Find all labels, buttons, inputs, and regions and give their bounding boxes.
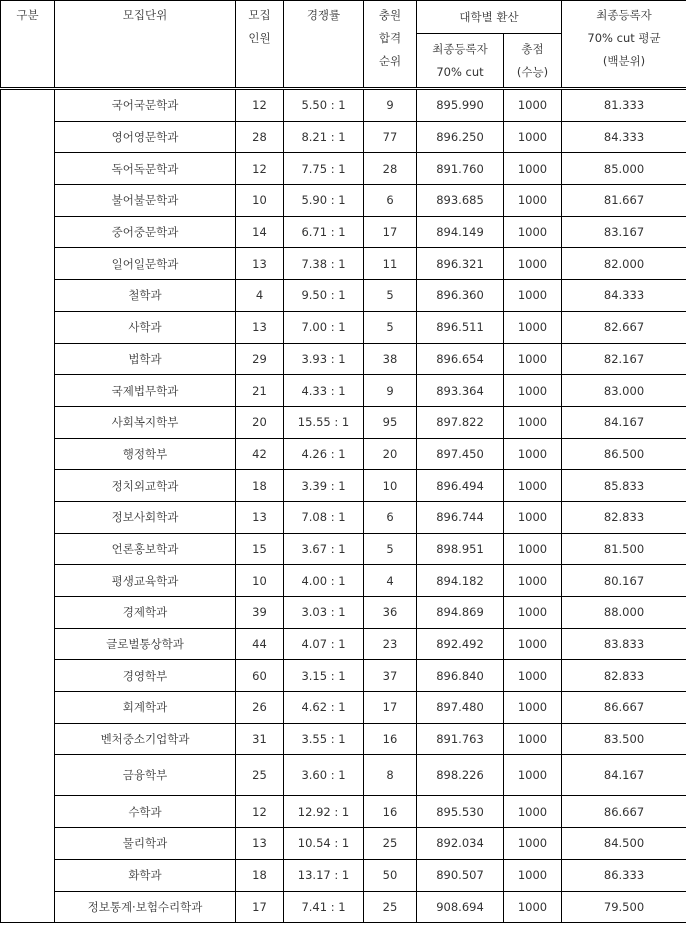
cell-cut: 898.951	[417, 533, 504, 565]
cell-total: 1000	[504, 280, 562, 312]
cell-cut: 894.182	[417, 565, 504, 597]
cell-unit: 철학과	[55, 280, 236, 312]
cell-unit: 독어독문학과	[55, 153, 236, 185]
table-row	[1, 796, 686, 828]
cell-total: 1000	[504, 185, 562, 217]
table-row	[1, 828, 686, 860]
cell-unit: 화학과	[55, 859, 236, 891]
cell-total: 1000	[504, 597, 562, 629]
cell-total: 1000	[504, 89, 562, 122]
cell-quota: 28	[236, 121, 284, 153]
header-final-avg: 최종등록자 70% cut 평균 (백분위)	[562, 1, 686, 89]
cell-cut: 892.492	[417, 628, 504, 660]
table-row	[1, 216, 686, 248]
cell-avg: 84.167	[562, 755, 686, 796]
cell-quota: 4	[236, 280, 284, 312]
cell-unit: 영어영문학과	[55, 121, 236, 153]
cell-quota: 42	[236, 438, 284, 470]
cell-quota: 29	[236, 343, 284, 375]
cell-rate: 4.00 : 1	[284, 565, 364, 597]
table-row	[1, 859, 686, 891]
table-row	[1, 185, 686, 217]
cell-quota: 39	[236, 597, 284, 629]
cell-rate: 4.33 : 1	[284, 375, 364, 407]
cell-cut: 896.511	[417, 311, 504, 343]
table-row	[1, 280, 686, 312]
cell-quota: 17	[236, 891, 284, 923]
cell-quota: 13	[236, 248, 284, 280]
cell-total: 1000	[504, 891, 562, 923]
cell-rank: 36	[364, 597, 417, 629]
table-row	[1, 660, 686, 692]
cell-avg: 86.667	[562, 796, 686, 828]
cell-unit: 법학과	[55, 343, 236, 375]
cell-rate: 7.08 : 1	[284, 501, 364, 533]
cell-rank: 25	[364, 828, 417, 860]
cell-rate: 3.93 : 1	[284, 343, 364, 375]
cell-unit: 국제법무학과	[55, 375, 236, 407]
cell-total: 1000	[504, 406, 562, 438]
cell-rank: 5	[364, 311, 417, 343]
cell-quota: 10	[236, 565, 284, 597]
cell-total: 1000	[504, 375, 562, 407]
cell-total: 1000	[504, 343, 562, 375]
header-conversion-total: 총점 (수능)	[504, 34, 562, 89]
cell-quota: 44	[236, 628, 284, 660]
table-row	[1, 692, 686, 724]
cell-total: 1000	[504, 723, 562, 755]
cell-rate: 5.90 : 1	[284, 185, 364, 217]
cell-rate: 7.38 : 1	[284, 248, 364, 280]
cell-avg: 83.000	[562, 375, 686, 407]
cell-total: 1000	[504, 828, 562, 860]
cell-avg: 83.167	[562, 216, 686, 248]
cell-rate: 3.03 : 1	[284, 597, 364, 629]
cell-rate: 3.67 : 1	[284, 533, 364, 565]
cell-avg: 82.833	[562, 660, 686, 692]
table-row	[1, 375, 686, 407]
cell-quota: 18	[236, 859, 284, 891]
cell-rate: 7.75 : 1	[284, 153, 364, 185]
table-row	[1, 438, 686, 470]
cell-rate: 8.21 : 1	[284, 121, 364, 153]
cell-avg: 80.167	[562, 565, 686, 597]
cell-avg: 82.167	[562, 343, 686, 375]
cell-unit: 글로벌통상학과	[55, 628, 236, 660]
cell-rate: 7.00 : 1	[284, 311, 364, 343]
cell-rank: 23	[364, 628, 417, 660]
cell-cut: 897.822	[417, 406, 504, 438]
cell-avg: 84.500	[562, 828, 686, 860]
cell-unit: 수학과	[55, 796, 236, 828]
cell-unit: 언론홍보학과	[55, 533, 236, 565]
table-row	[1, 628, 686, 660]
cell-quota: 14	[236, 216, 284, 248]
table-body	[1, 89, 686, 923]
cell-rank: 10	[364, 470, 417, 502]
cell-unit: 벤처중소기업학과	[55, 723, 236, 755]
cell-avg: 84.333	[562, 280, 686, 312]
cell-rank: 4	[364, 565, 417, 597]
cell-rate: 3.15 : 1	[284, 660, 364, 692]
cell-unit: 국어국문학과	[55, 89, 236, 122]
table-row	[1, 565, 686, 597]
cell-quota: 60	[236, 660, 284, 692]
table-row	[1, 311, 686, 343]
cell-total: 1000	[504, 438, 562, 470]
cell-quota: 21	[236, 375, 284, 407]
cell-cut: 895.530	[417, 796, 504, 828]
cell-avg: 82.667	[562, 311, 686, 343]
cell-rate: 9.50 : 1	[284, 280, 364, 312]
table-row	[1, 406, 686, 438]
cell-unit: 일어일문학과	[55, 248, 236, 280]
cell-quota: 12	[236, 796, 284, 828]
cell-cut: 896.494	[417, 470, 504, 502]
cell-quota: 13	[236, 311, 284, 343]
cell-rank: 28	[364, 153, 417, 185]
cell-avg: 88.000	[562, 597, 686, 629]
cell-cut: 897.450	[417, 438, 504, 470]
cell-total: 1000	[504, 216, 562, 248]
cell-avg: 86.500	[562, 438, 686, 470]
cell-rate: 3.39 : 1	[284, 470, 364, 502]
cell-rank: 5	[364, 533, 417, 565]
cell-avg: 79.500	[562, 891, 686, 923]
cell-quota: 15	[236, 533, 284, 565]
cell-cut: 896.744	[417, 501, 504, 533]
cell-rate: 7.41 : 1	[284, 891, 364, 923]
cell-unit: 금융학부	[55, 755, 236, 796]
cell-total: 1000	[504, 755, 562, 796]
cell-rank: 6	[364, 185, 417, 217]
table-row	[1, 533, 686, 565]
header-unit: 모집단위	[55, 1, 236, 89]
cell-gubun	[1, 89, 55, 923]
cell-rank: 9	[364, 375, 417, 407]
cell-quota: 12	[236, 153, 284, 185]
cell-rank: 95	[364, 406, 417, 438]
table-row	[1, 723, 686, 755]
cell-quota: 10	[236, 185, 284, 217]
cell-avg: 85.833	[562, 470, 686, 502]
cell-cut: 891.763	[417, 723, 504, 755]
cell-rank: 20	[364, 438, 417, 470]
cell-rate: 5.50 : 1	[284, 89, 364, 122]
cell-quota: 18	[236, 470, 284, 502]
cell-rate: 6.71 : 1	[284, 216, 364, 248]
cell-unit: 행정학부	[55, 438, 236, 470]
cell-cut: 894.149	[417, 216, 504, 248]
table-row	[1, 891, 686, 923]
cell-total: 1000	[504, 533, 562, 565]
cell-unit: 회계학과	[55, 692, 236, 724]
cell-rank: 25	[364, 891, 417, 923]
cell-quota: 26	[236, 692, 284, 724]
cell-unit: 사학과	[55, 311, 236, 343]
cell-quota: 31	[236, 723, 284, 755]
table-row	[1, 597, 686, 629]
cell-total: 1000	[504, 311, 562, 343]
cell-rank: 11	[364, 248, 417, 280]
cell-total: 1000	[504, 153, 562, 185]
cell-avg: 81.500	[562, 533, 686, 565]
cell-total: 1000	[504, 121, 562, 153]
cell-rank: 38	[364, 343, 417, 375]
cell-avg: 83.833	[562, 628, 686, 660]
cell-unit: 정보사회학과	[55, 501, 236, 533]
header-rank: 충원 합격 순위	[364, 1, 417, 89]
cell-unit: 경영학부	[55, 660, 236, 692]
cell-quota: 13	[236, 828, 284, 860]
cell-rate: 15.55 : 1	[284, 406, 364, 438]
cell-avg: 83.500	[562, 723, 686, 755]
cell-total: 1000	[504, 501, 562, 533]
cell-cut: 897.480	[417, 692, 504, 724]
cell-rate: 3.55 : 1	[284, 723, 364, 755]
cell-total: 1000	[504, 660, 562, 692]
cell-cut: 894.869	[417, 597, 504, 629]
cell-cut: 893.364	[417, 375, 504, 407]
cell-quota: 20	[236, 406, 284, 438]
cell-avg: 82.833	[562, 501, 686, 533]
cell-rank: 9	[364, 89, 417, 122]
cell-cut: 895.990	[417, 89, 504, 122]
table-row	[1, 501, 686, 533]
table-row	[1, 89, 686, 122]
table-row	[1, 470, 686, 502]
table-row	[1, 121, 686, 153]
cell-rate: 4.26 : 1	[284, 438, 364, 470]
cell-cut: 893.685	[417, 185, 504, 217]
cell-cut: 892.034	[417, 828, 504, 860]
cell-avg: 84.167	[562, 406, 686, 438]
cell-total: 1000	[504, 248, 562, 280]
cell-rate: 4.62 : 1	[284, 692, 364, 724]
cell-total: 1000	[504, 565, 562, 597]
cell-rank: 77	[364, 121, 417, 153]
cell-rate: 10.54 : 1	[284, 828, 364, 860]
cell-unit: 경제학과	[55, 597, 236, 629]
cell-avg: 86.333	[562, 859, 686, 891]
cell-unit: 불어불문학과	[55, 185, 236, 217]
cell-avg: 85.000	[562, 153, 686, 185]
cell-avg: 81.333	[562, 89, 686, 122]
cell-cut: 896.840	[417, 660, 504, 692]
header-quota: 모집 인원	[236, 1, 284, 89]
cell-cut: 890.507	[417, 859, 504, 891]
table-row	[1, 343, 686, 375]
cell-rank: 50	[364, 859, 417, 891]
cell-avg: 81.667	[562, 185, 686, 217]
header-conversion-cut: 최종등록자 70% cut	[417, 34, 504, 89]
cell-unit: 물리학과	[55, 828, 236, 860]
cell-rank: 16	[364, 723, 417, 755]
header-gubun: 구분	[1, 1, 55, 89]
cell-rank: 5	[364, 280, 417, 312]
cell-unit: 중어중문학과	[55, 216, 236, 248]
cell-total: 1000	[504, 628, 562, 660]
cell-avg: 84.333	[562, 121, 686, 153]
cell-rank: 37	[364, 660, 417, 692]
cell-cut: 896.321	[417, 248, 504, 280]
cell-unit: 사회복지학부	[55, 406, 236, 438]
cell-cut: 898.226	[417, 755, 504, 796]
cell-quota: 13	[236, 501, 284, 533]
cell-cut: 896.250	[417, 121, 504, 153]
cell-unit: 평생교육학과	[55, 565, 236, 597]
cell-quota: 12	[236, 89, 284, 122]
cell-rate: 12.92 : 1	[284, 796, 364, 828]
cell-total: 1000	[504, 692, 562, 724]
cell-total: 1000	[504, 470, 562, 502]
cell-cut: 891.760	[417, 153, 504, 185]
cell-rank: 8	[364, 755, 417, 796]
cell-cut: 908.694	[417, 891, 504, 923]
table-row	[1, 153, 686, 185]
cell-rank: 17	[364, 692, 417, 724]
cell-quota: 25	[236, 755, 284, 796]
cell-total: 1000	[504, 796, 562, 828]
header-conversion: 대학별 환산	[417, 1, 562, 34]
cell-total: 1000	[504, 859, 562, 891]
cell-unit: 정치외교학과	[55, 470, 236, 502]
cell-cut: 896.654	[417, 343, 504, 375]
cell-avg: 86.667	[562, 692, 686, 724]
cell-avg: 82.000	[562, 248, 686, 280]
cell-rank: 16	[364, 796, 417, 828]
cell-rate: 3.60 : 1	[284, 755, 364, 796]
cell-rate: 4.07 : 1	[284, 628, 364, 660]
cell-rank: 6	[364, 501, 417, 533]
cell-rank: 17	[364, 216, 417, 248]
cell-rate: 13.17 : 1	[284, 859, 364, 891]
cell-unit: 정보통계·보험수리학과	[55, 891, 236, 923]
table-row	[1, 755, 686, 796]
header-rate: 경쟁률	[284, 1, 364, 89]
cell-cut: 896.360	[417, 280, 504, 312]
table-row	[1, 248, 686, 280]
